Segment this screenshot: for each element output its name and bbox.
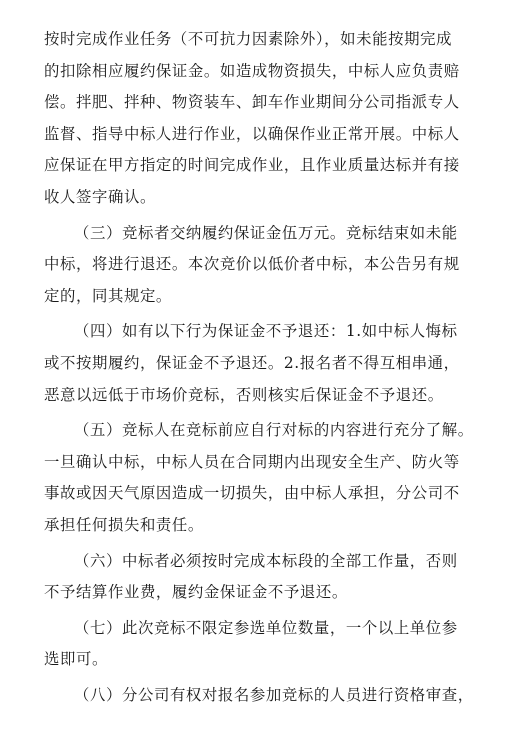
document-page: [44, 24, 472, 715]
text-line: 一旦确认中标，中标人员在合同期内出现安全生产、防火等: [44, 452, 460, 471]
text-line: 应保证在甲方指定的时间完成作业，且作业质量达标并有接: [44, 156, 460, 175]
text-line: （八）分公司有权对报名参加竞标的人员进行资格审查，: [74, 685, 474, 704]
text-line: （三）竞标者交纳履约保证金伍万元。竞标结束如未能: [74, 223, 458, 242]
text-line: （四）如有以下行为保证金不予退还：1.如中标人悔标: [74, 322, 458, 341]
paragraph-item-6: [44, 546, 472, 609]
text-line: （七）此次竞标不限定参选单位数量，一个以上单位参: [74, 618, 458, 637]
text-line: 选即可。: [44, 650, 108, 669]
paragraph-item-8: [44, 680, 472, 712]
paragraph-continuation: [44, 24, 472, 214]
text-line: 按时完成作业任务（不可抗力因素除外），如未能按期完成: [44, 30, 453, 48]
text-line: 监督、指导中标人进行作业，以确保作业正常开展。中标人: [44, 124, 460, 143]
text-line: 的扣除相应履约保证金。如造成物资损失，中标人应负责赔: [44, 61, 460, 80]
text-line: （六）中标者必须按时完成本标段的全部工作量，否则: [74, 551, 458, 570]
text-line: 事故或因天气原因造成一切损失，由中标人承担，分公司不: [44, 484, 460, 503]
text-line: 或不按期履约，保证金不予退还。2.报名者不得互相串通，: [44, 353, 460, 372]
text-line: 不予结算作业费，履约金保证金不予退还。: [44, 583, 348, 602]
paragraph-item-4: [44, 316, 472, 411]
text-line: 中标，将进行退还。本次竞价以低价者中标，本公告另有规: [44, 255, 460, 274]
paragraph-item-3: [44, 218, 472, 313]
text-line: 恶意以远低于市场价竞标，否则核实后保证金不予退还。: [44, 385, 444, 404]
text-line: 偿。拌肥、拌种、物资装车、卸车作业期间分公司指派专人: [44, 93, 460, 112]
paragraph-item-5: [44, 415, 472, 541]
text-line: 收人签字确认。: [44, 187, 156, 206]
text-line: 承担任何损失和责任。: [44, 515, 204, 534]
text-line: （五）竞标人在竞标前应自行对标的内容进行充分了解。: [74, 421, 474, 440]
text-line: 定的，同其规定。: [44, 286, 172, 305]
paragraph-item-7: [44, 613, 472, 676]
